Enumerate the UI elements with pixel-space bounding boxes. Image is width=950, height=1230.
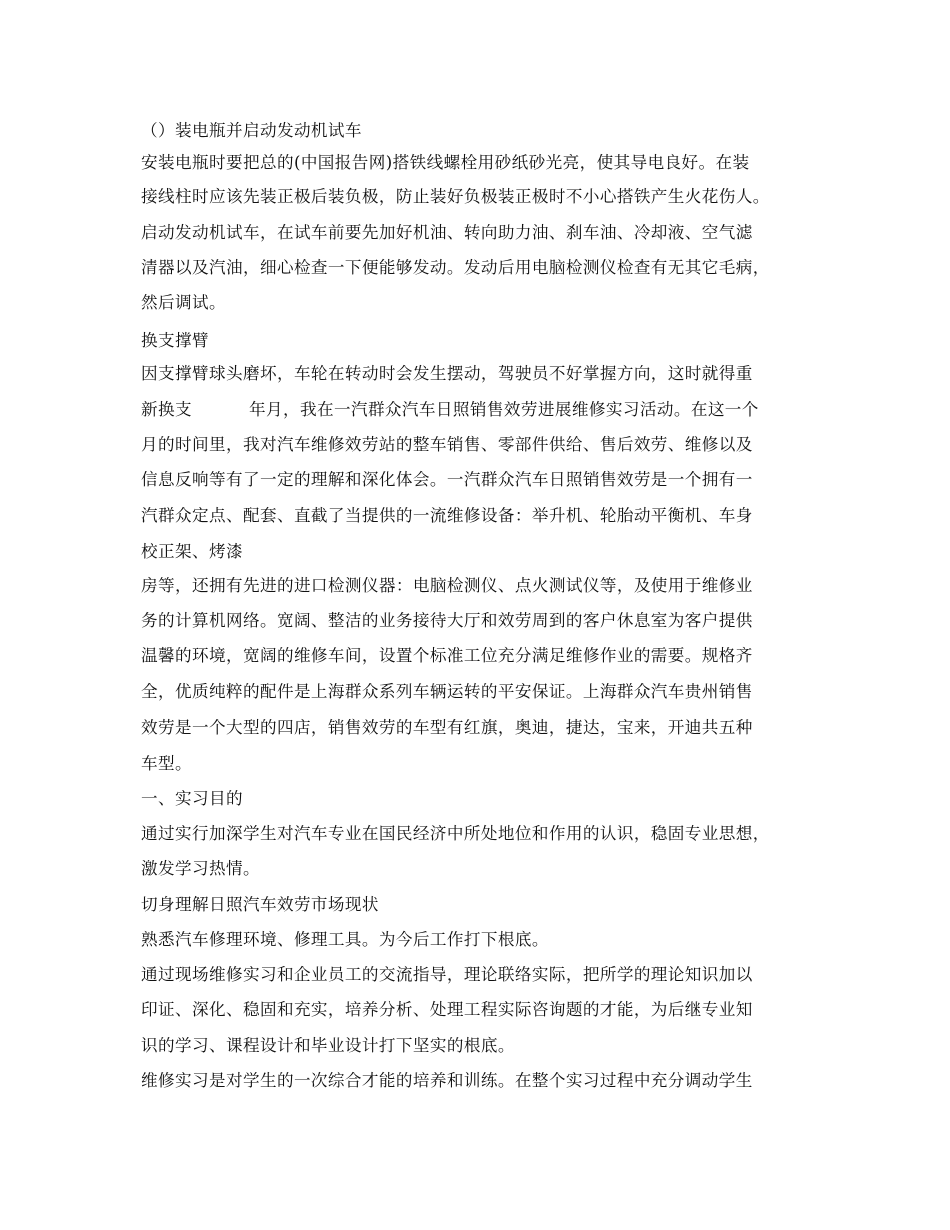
paragraph-line: 通过现场维修实习和企业员工的交流指导，理论联络实际，把所学的理论知识加以 (141, 965, 753, 984)
paragraph-line: 清器以及汽油，细心检查一下便能够发动。发动后用电脑检测仪检查有无其它毛病， (141, 258, 770, 277)
line-fragment: 年月，我在一汽群众汽车日照销售效劳进展维修实习活动。在这一个 (248, 400, 759, 419)
paragraph-line: 激发学习热情。 (141, 859, 260, 878)
paragraph-line: 切身理解日照汽车效劳市场现状 (141, 895, 379, 914)
paragraph-line: 温馨的环境，宽阔的维修车间，设置个标准工位充分满足维修作业的需要。规格齐 (141, 646, 753, 665)
paragraph-line: 安装电瓶时要把总的(中国报告网)搭铁线螺栓用砂纸砂光亮，使其导电良好。在装 (141, 153, 750, 172)
paragraph-line: 车型。 (141, 754, 192, 773)
paragraph-line: 务的计算机网络。宽阔、整洁的业务接待大厅和效劳周到的客户休息室为客户提供 (141, 611, 753, 630)
paragraph-line: 印证、深化、稳固和充实，培养分析、处理工程实际咨询题的才能，为后继专业知 (141, 1000, 753, 1019)
paragraph-line: 月的时间里，我对汽车维修效劳站的整车销售、零部件供给、售后效劳、维修以及 (141, 435, 753, 454)
paragraph-line: 启动发动机试车，在试车前要先加好机油、转向助力油、刹车油、冷却液、空气滤 (141, 223, 753, 242)
paragraph-line: 房等，还拥有先进的进口检测仪器：电脑检测仪、点火测试仪等，及使用于维修业 (141, 576, 753, 595)
paragraph-line: 熟悉汽车修理环境、修理工具。为今后工作打下根底。 (141, 930, 549, 949)
section-heading-support-arm: 换支撑臂 (141, 331, 209, 350)
paragraph-line: 接线柱时应该先装正极后装负极，防止装好负极装正极时不小心搭铁产生火花伤人。 (141, 187, 770, 206)
paragraph-line: 校正架、烤漆 (141, 542, 243, 561)
section-heading-purpose: 一、实习目的 (141, 789, 243, 808)
paragraph-line: 因支撑臂球头磨坏，车轮在转动时会发生摆动，驾驶员不好掌握方向，这时就得重 (141, 364, 753, 383)
paragraph-line: 全，优质纯粹的配件是上海群众系列车辆运转的平安保证。上海群众汽车贵州销售 (141, 682, 753, 701)
line-fragment: 新换支 (141, 400, 192, 419)
paragraph-line: 信息反响等有了一定的理解和深化体会。一汽群众汽车日照销售效劳是一个拥有一 (141, 470, 753, 489)
paragraph-line-split (141, 400, 759, 420)
paragraph-line: 识的学习、课程设计和毕业设计打下坚实的根底。 (141, 1036, 515, 1055)
paragraph-line: 效劳是一个大型的四店，销售效劳的车型有红旗，奥迪，捷达，宝来，开迪共五种 (141, 718, 753, 737)
paragraph-line: 然后调试。 (141, 293, 226, 312)
paragraph-line: 通过实行加深学生对汽车专业在国民经济中所处地位和作用的认识，稳固专业思想， (141, 824, 770, 843)
section-heading-battery: （）装电瓶并启动发动机试车 (141, 121, 362, 140)
paragraph-line: 汽群众定点、配套、直截了当提供的一流维修设备：举升机、轮胎动平衡机、车身 (141, 506, 753, 525)
paragraph-line: 维修实习是对学生的一次综合才能的培养和训练。在整个实习过程中充分调动学生 (141, 1071, 753, 1090)
